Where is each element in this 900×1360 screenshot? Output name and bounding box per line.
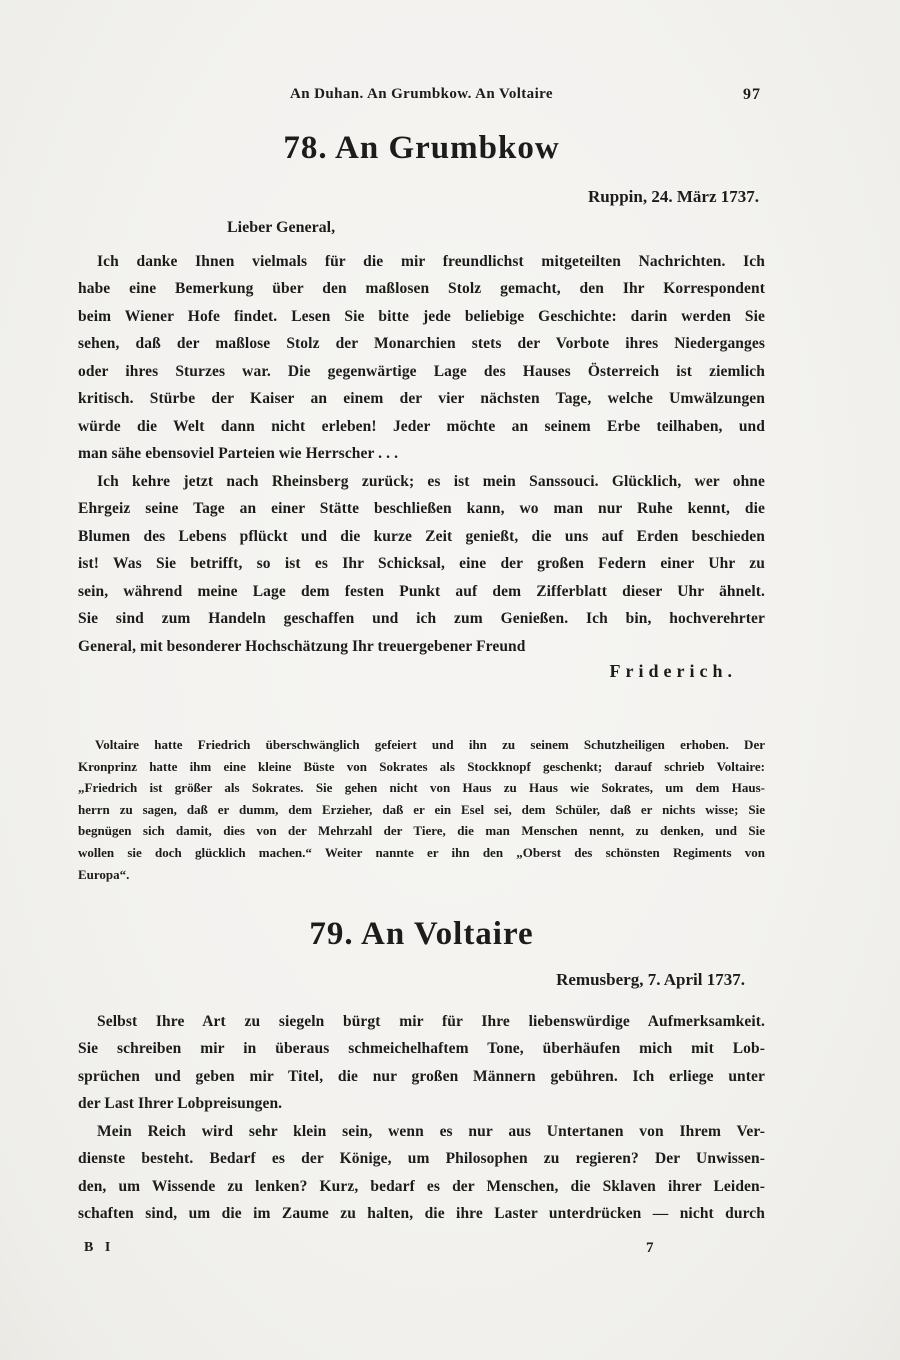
printer-signature-mark: B I: [84, 1240, 115, 1255]
letter-79-dateline: Remusberg, 7. April 1737.: [556, 970, 745, 989]
text-line: Ich danke Ihnen vielmals für die mir freundlichst mitgeteilten Nachrichten. Ich: [97, 253, 765, 270]
text-line: Europa“.: [78, 866, 130, 882]
sheet-number: 7: [646, 1240, 654, 1256]
page-number: 97: [743, 86, 761, 103]
text-line: Mein Reich wird sehr klein sein, wenn es nur aus Untertanen von Ihrem Ver-: [97, 1123, 765, 1140]
text-line: Ehrgeiz seine Tage an einer Stätte beschließen kann, wo man nur Ruhe kennt, die: [78, 500, 765, 518]
text-line: Sie sind zum Handeln geschaffen und ich zum Genießen. Ich bin, hochverehrter: [78, 610, 765, 628]
text-line: Ich kehre jetzt nach Rheinsberg zurück; es ist mein Sanssouci. Glücklich, wer ohne: [97, 473, 765, 490]
letter-78-salutation: Lieber General,: [227, 219, 336, 236]
text-line: man sähe ebensoviel Parteien wie Herrscher . . .: [78, 445, 399, 463]
text-line: kritisch. Stürbe der Kaiser an einem der vier nächsten Tage, welche Umwälzungen: [78, 390, 765, 408]
letter-79-paragraph-1: [78, 1008, 765, 1118]
letter-79-paragraph-2: [78, 1118, 765, 1228]
text-line: sprüchen und geben mir Titel, die nur großen Männern gebühren. Ich erliege unter: [78, 1067, 765, 1085]
text-line: Selbst Ihre Art zu siegeln bürgt mir für Ihre liebenswürdige Aufmerksamkeit.: [97, 1013, 765, 1030]
text-line: der Last Ihrer Lobpreisungen.: [78, 1095, 283, 1113]
letter-78-paragraph-2: [78, 468, 765, 660]
text-line: sehen, daß der maßlose Stolz der Monarchien stets der Vorbote ihres Niederganges: [78, 335, 765, 353]
text-line: General, mit besonderer Hochschätzung Ihr treuergebener Freund: [78, 637, 526, 655]
text-line: beim Wiener Hofe findet. Lesen Sie bitte jede beliebige Geschichte: darin werden Sie: [78, 307, 765, 325]
editor-footnote: [78, 734, 765, 885]
text-line: sein, während meine Lage dem festen Punkt auf dem Zifferblatt dieser Uhr ähnelt.: [78, 582, 765, 600]
text-line: wollen sie doch glücklich machen.“ Weiter nannte er ihn den „Oberst des schönsten Regiments von: [78, 844, 765, 860]
text-line: herrn zu sagen, daß er dumm, dem Erzieher, daß er ein Esel sei, dem Schüler, daß er nichts wisse; Sie: [78, 801, 765, 817]
text-line: den, um Wissende zu lenken? Kurz, bedarf es der Menschen, die Sklaven ihrer Leiden-: [78, 1177, 765, 1195]
text-line: begnügen sich damit, dies von der Mehrzahl der Tiere, die man Menschen nennt, zu denken, und Sie: [78, 823, 765, 839]
running-title: An Duhan. An Grumbkow. An Voltaire: [290, 86, 553, 102]
letter-78-signature: Friderich.: [609, 661, 737, 681]
letter-79-heading: 79. An Voltaire: [309, 916, 534, 952]
text-line: würde die Welt dann nicht erleben! Jeder möchte an seinem Erbe teilhaben, und: [78, 417, 765, 435]
text-line: „Friedrich ist größer als Sokrates. Sie gehen nicht von Haus zu Haus wie Sokrates, um dem Haus-: [78, 780, 765, 796]
text-line: ist! Was Sie betrifft, so ist es Ihr Schicksal, eine der großen Federn einer Uhr zu: [78, 555, 765, 573]
letter-78-heading: 78. An Grumbkow: [283, 130, 560, 166]
running-header: [78, 86, 765, 110]
text-line: Sie schreiben mir in überaus schmeichelhaftem Tone, überhäufen mich mit Lob-: [78, 1040, 765, 1058]
text-line: schaften sind, um die im Zaume zu halten, die ihre Laster unterdrücken — nicht durch: [78, 1205, 765, 1223]
text-line: Kronprinz hatte ihm eine kleine Büste von Sokrates als Stockknopf geschenkt; darauf schrieb Voltaire:: [78, 758, 765, 774]
text-line: Blumen des Lebens pflückt und die kurze Zeit genießt, die uns auf Erden beschieden: [78, 527, 765, 545]
text-line: Voltaire hatte Friedrich überschwänglich gefeiert und ihn zu seinem Schutzheiligen erhoben. Der: [95, 737, 765, 752]
text-line: oder ihres Sturzes war. Die gegenwärtige Lage des Hauses Österreich ist ziemlich: [78, 362, 765, 380]
letter-78-dateline: Ruppin, 24. März 1737.: [588, 187, 759, 206]
letter-78-paragraph-1: [78, 248, 765, 468]
text-line: habe eine Bemerkung über den maßlosen Stolz gemacht, den Ihr Korrespondent: [78, 280, 765, 298]
text-line: dienste besteht. Bedarf es der Könige, um Philosophen zu regieren? Der Unwissen-: [78, 1150, 765, 1168]
